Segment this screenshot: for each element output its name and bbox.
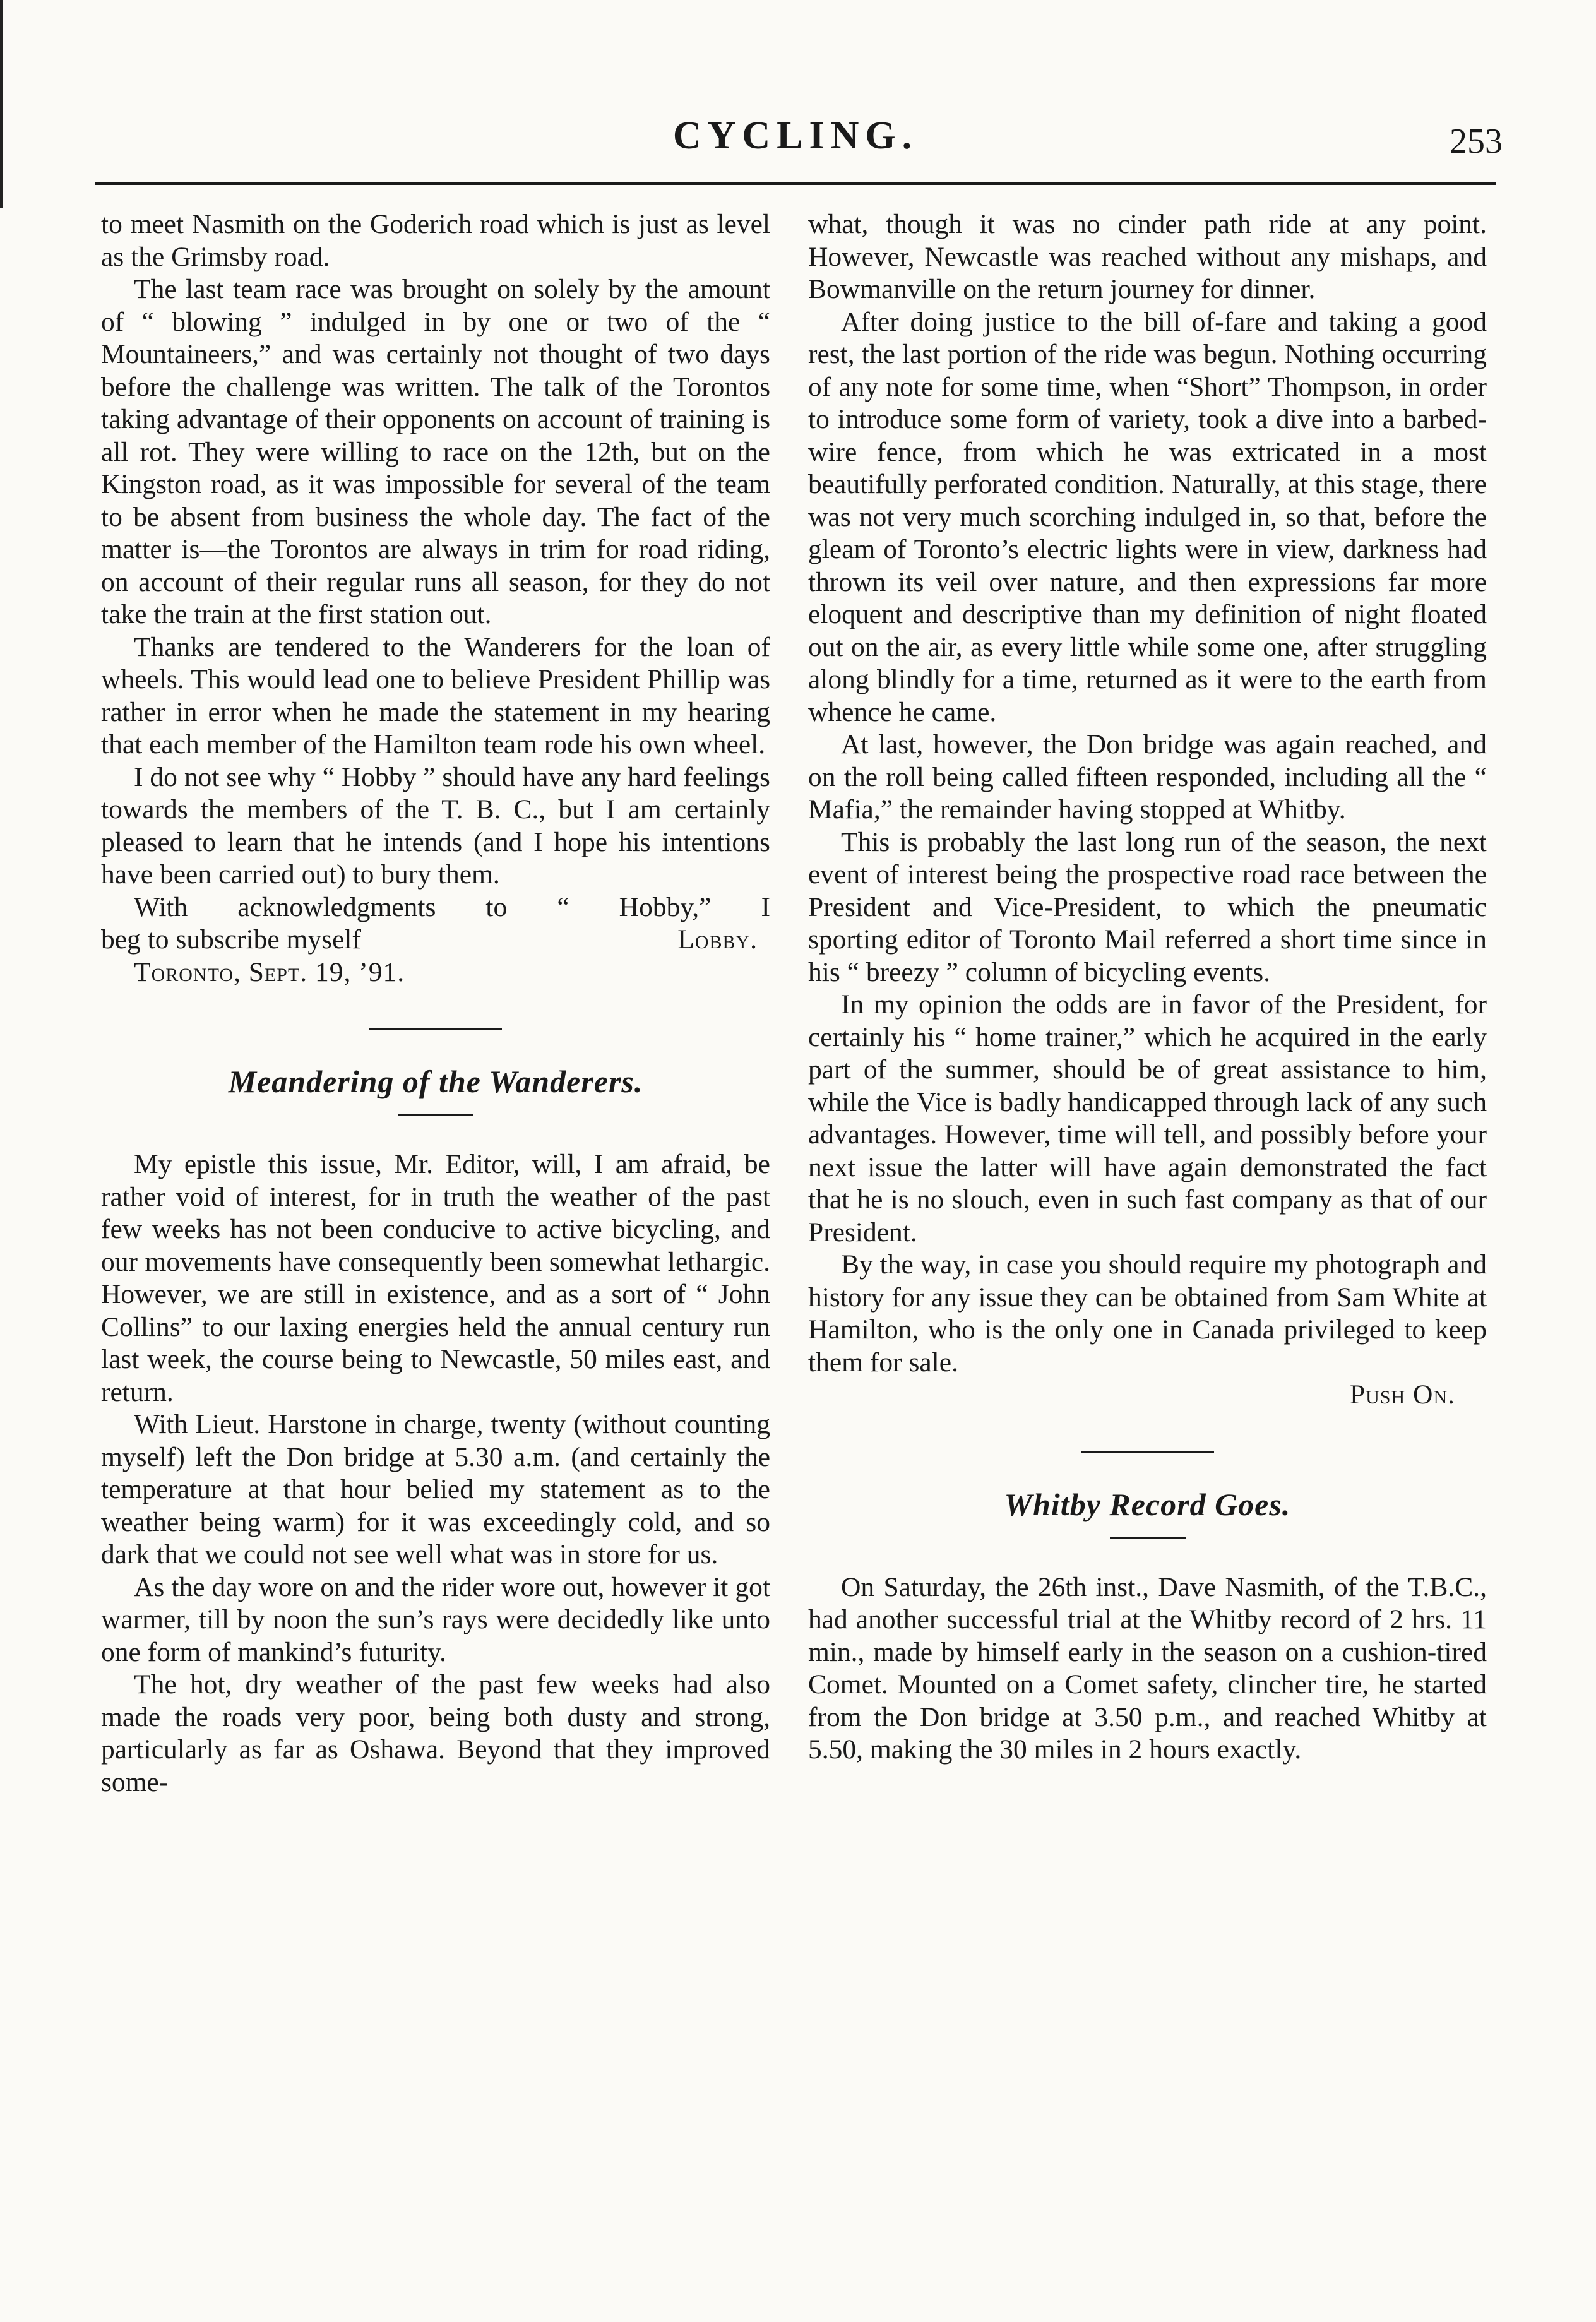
closing-line: beg to subscribe myself bbox=[101, 924, 361, 955]
paragraph: As the day wore on and the rider wore out, however it got warmer, till by noon the sun’s rays were decidedly like unto one form of mankind’s futurity. bbox=[101, 1571, 770, 1667]
running-title: CYCLING. bbox=[672, 114, 919, 157]
paragraph: With Lieut. Harstone in charge, twenty (without counting myself) left the Don bridge at 5.30 a.m. (and certainly the temperature at that hour belied my statement as to the weather being warm) for it was exceedingly cold, and so dark that we could not see well what was in store for us. bbox=[101, 1409, 770, 1569]
paragraph: By the way, in case you should require my photograph and history for any issue they can be obtained from Sam White at Hamilton, who is the only one in Canada privileged to keep them for sale. bbox=[808, 1249, 1487, 1378]
paragraph: The last team race was brought on solely by the amount of “ blowing ” indulged in by one or two of the “ Mountaineers,” and was certainly not thought of two days before the challenge was written. The talk of the Torontos taking advantage of their opponents on account of training is all rot. They were willing to race on the 12th, but on the Kingston road, as it was impossible for several of the team to be absent from business the whole day. The fact of the matter is—the Torontos are always in trim for road riding, on account of their regular runs all season, for they do not take the train at the first station out. bbox=[101, 274, 770, 629]
paragraph: On Saturday, the 26th inst., Dave Nasmith, of the T.B.C., had another successful trial at the Whitby record of 2 hrs. 11 min., made by himself early in the season on a cushion-tired Comet. Mounted on a Comet safety, clincher tire, he started from the Don bridge at 3.50 p.m., and reached Whitby at 5.50, making the 30 miles in 2 hours exactly. bbox=[808, 1571, 1487, 1765]
signature: Lobby. bbox=[677, 924, 758, 955]
paragraph: The hot, dry weather of the past few weeks had also made the roads very poor, being both dusty and strong, particularly as far as Oshawa. Beyond that they improved some- bbox=[101, 1669, 770, 1797]
paragraph: After doing justice to the bill of-fare and taking a good rest, the last portion of the ride was begun. Nothing occurring of any note for some time, when “Short” Thompson, in order to introduce some form of variety, took a dive into a barbed-wire fence, from which he was extricated in a most beautifully perforated condition. Naturally, at this stage, there was not very much scorching indulged in, so that, before the gleam of Toronto’s electric lights were in view, darkness had thrown its veil over nature, and then expressions far more eloquent and descriptive than my definition of night floated out on the air, as every little while some one, after struggling along blindly for a time, returned as it were to the earth from whence he came. bbox=[808, 306, 1487, 727]
page-header bbox=[88, 114, 1503, 177]
section-title: Meandering of the Wanderers. bbox=[228, 1064, 643, 1099]
paragraph: to meet Nasmith on the Goderich road which is just as level as the Grimsby road. bbox=[101, 209, 770, 272]
paragraph: With acknowledgments to “ Hobby,” I bbox=[134, 891, 770, 922]
paragraph: My epistle this issue, Mr. Editor, will, I am afraid, be rather void of interest, for in truth the weather of the past few weeks has not been conducive to active bicycling, and our movements have consequently been somewhat lethargic. However, we are still in existence, and as a sort of “ John Collins” to our laxing energies held the annual century run last week, the course being to Newcastle, 50 miles east, and return. bbox=[101, 1149, 770, 1407]
section-title: Whitby Record Goes. bbox=[1004, 1486, 1291, 1522]
paragraph: In my opinion the odds are in favor of the President, for certainly his “ home trainer,” which he acquired in the early part of the summer, should be of great assistance to him, while the Vice is badly handicapped through lack of any such advantages. However, time will tell, and possibly before your next issue the latter will have again demonstrated the fact that he is no slouch, even in such fast company as that of our President. bbox=[808, 989, 1487, 1247]
signature-line bbox=[101, 924, 770, 956]
dateline: Toronto, Sept. 19, ’91. bbox=[134, 956, 405, 987]
signature: Push On. bbox=[1349, 1379, 1455, 1410]
right-column bbox=[808, 208, 1487, 2260]
page-edge-mark bbox=[0, 0, 3, 208]
paragraph: Thanks are tendered to the Wanderers for the loan of wheels. This would lead one to believe President Phillip was rather in error when he made the statement in my hearing that each member of the Hamilton team rode his own wheel. bbox=[101, 631, 770, 759]
paragraph: This is probably the last long run of the season, the next event of interest being the prospective road race between the President and Vice-President, to which the pneumatic sporting editor of Toronto Mail referred a short time since in his “ breezy ” column of bicycling events. bbox=[808, 826, 1487, 987]
paragraph: I do not see why “ Hobby ” should have any hard feelings towards the members of the T. B. C., but I am certainly pleased to learn that he intends (and I hope his intentions have been carried out) to bury them. bbox=[101, 761, 770, 890]
paragraph: what, though it was no cinder path ride at any point. However, Newcastle was reached without any mishaps, and Bowmanville on the return journey for dinner. bbox=[808, 209, 1487, 304]
left-column bbox=[101, 208, 770, 2260]
page-number: 253 bbox=[1450, 122, 1503, 161]
header-rule bbox=[95, 182, 1496, 185]
paragraph: At last, however, the Don bridge was again reached, and on the roll being called fifteen responded, including all the “ Mafia,” the remainder having stopped at Whitby. bbox=[808, 729, 1487, 825]
